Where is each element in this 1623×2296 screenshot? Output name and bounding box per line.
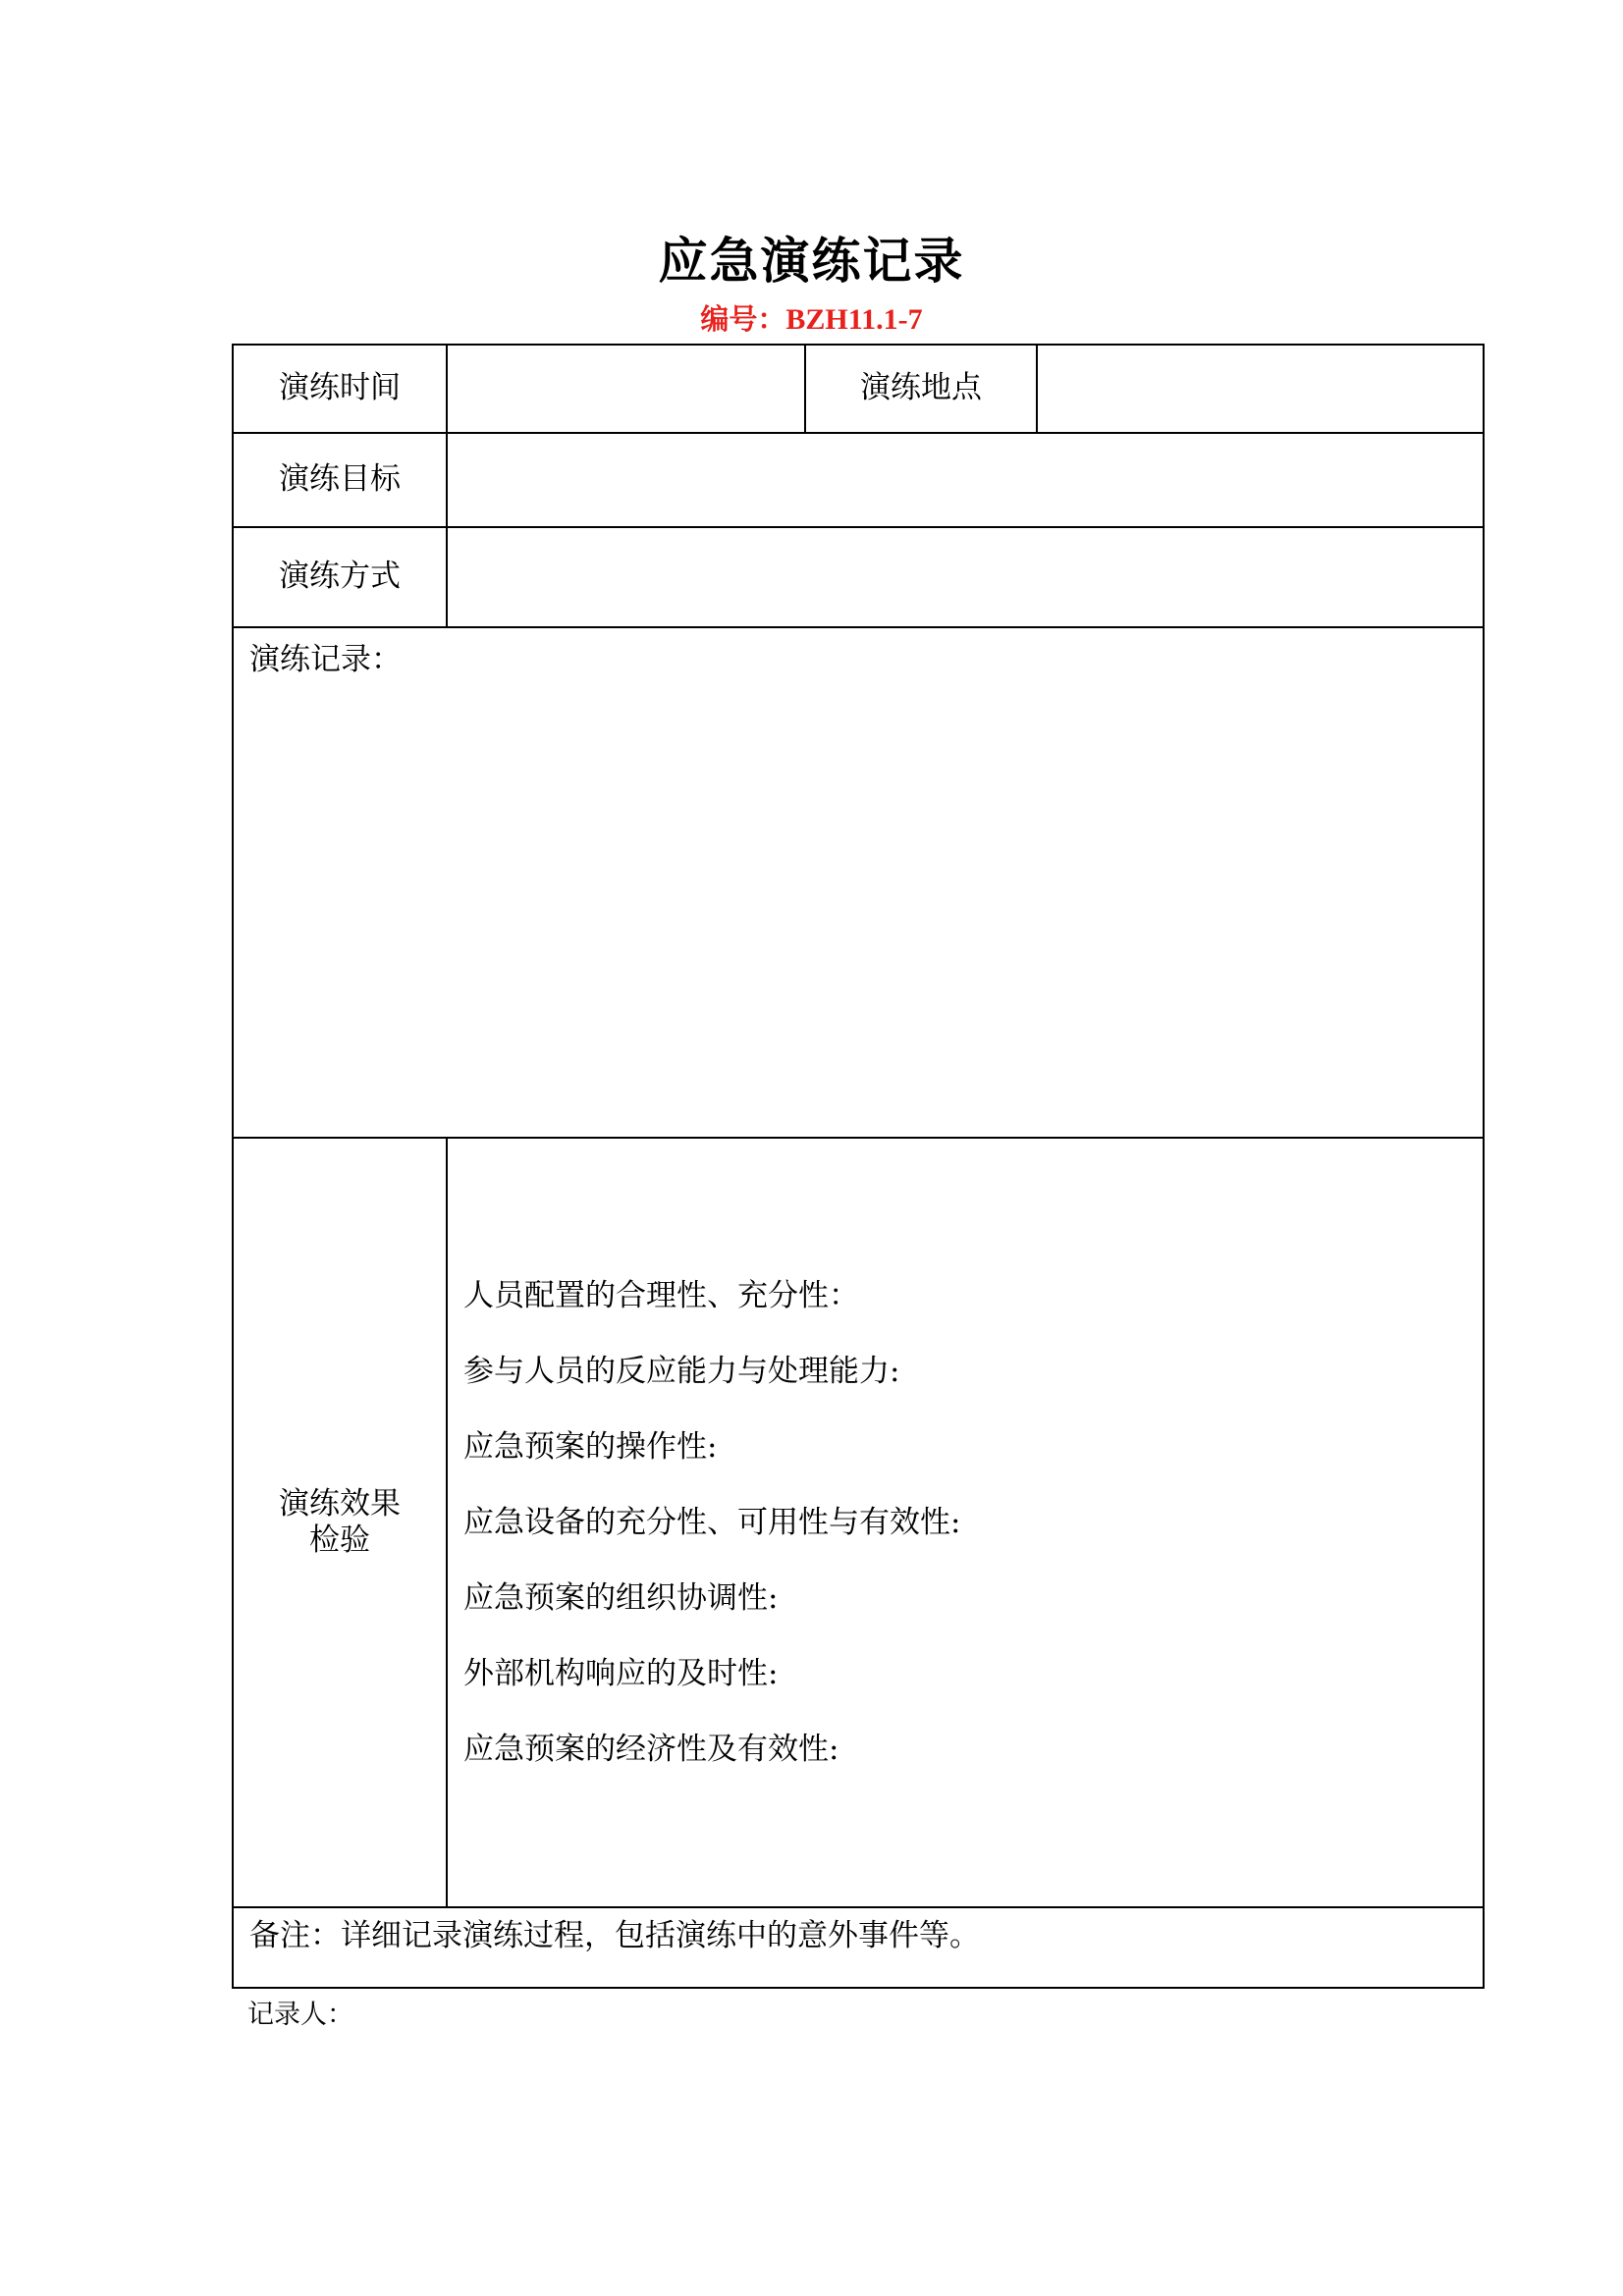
evaluation-criteria-item: 参与人员的反应能力与处理能力: [463,1353,900,1389]
evaluation-criteria-item: 应急预案的组织协调性: [463,1579,779,1616]
table-row [233,433,1484,527]
table-row [233,1138,1484,1907]
drill-evaluation-label-line1: 演练效果 [279,1485,401,1522]
drill-location-field[interactable] [1037,345,1484,433]
drill-method-field[interactable] [447,527,1484,627]
document-code-value: BZH11.1-7 [785,303,923,336]
evaluation-criteria-item: 外部机构响应的及时性: [463,1655,779,1691]
evaluation-criteria-list [463,1278,1483,1768]
document-code-label: 编号： [700,302,786,336]
table-row [233,527,1484,627]
document-title: 应急演练记录 [658,233,965,290]
evaluation-criteria-item: 人员配置的合理性、充分性： [463,1277,859,1313]
table-row [233,345,1484,433]
drill-time-label: 演练时间 [233,345,447,433]
drill-time-field[interactable] [447,345,805,433]
drill-record-label: 演练记录： [249,642,402,677]
drill-goal-field[interactable] [447,433,1484,527]
document-code [0,297,1623,338]
drill-evaluation-field[interactable] [447,1138,1484,1907]
remark-note: 备注：详细记录演练过程，包括演练中的意外事件等。 [233,1907,1484,1988]
evaluation-criteria-item: 应急设备的充分性、可用性与有效性: [463,1504,961,1540]
drill-evaluation-label [233,1138,447,1907]
recorder-label: 记录人： [247,2000,353,2030]
table-row [233,627,1484,1138]
drill-location-label: 演练地点 [805,345,1037,433]
evaluation-criteria-item: 应急预案的经济性及有效性: [463,1731,839,1767]
drill-evaluation-label-line2: 检验 [309,1522,370,1558]
drill-method-label: 演练方式 [233,527,447,627]
drill-goal-label: 演练目标 [233,433,447,527]
table-row [233,1907,1484,1988]
drill-record-field[interactable] [233,627,1484,1138]
drill-record-table [232,344,1485,1989]
evaluation-criteria-item: 应急预案的操作性: [463,1428,718,1465]
